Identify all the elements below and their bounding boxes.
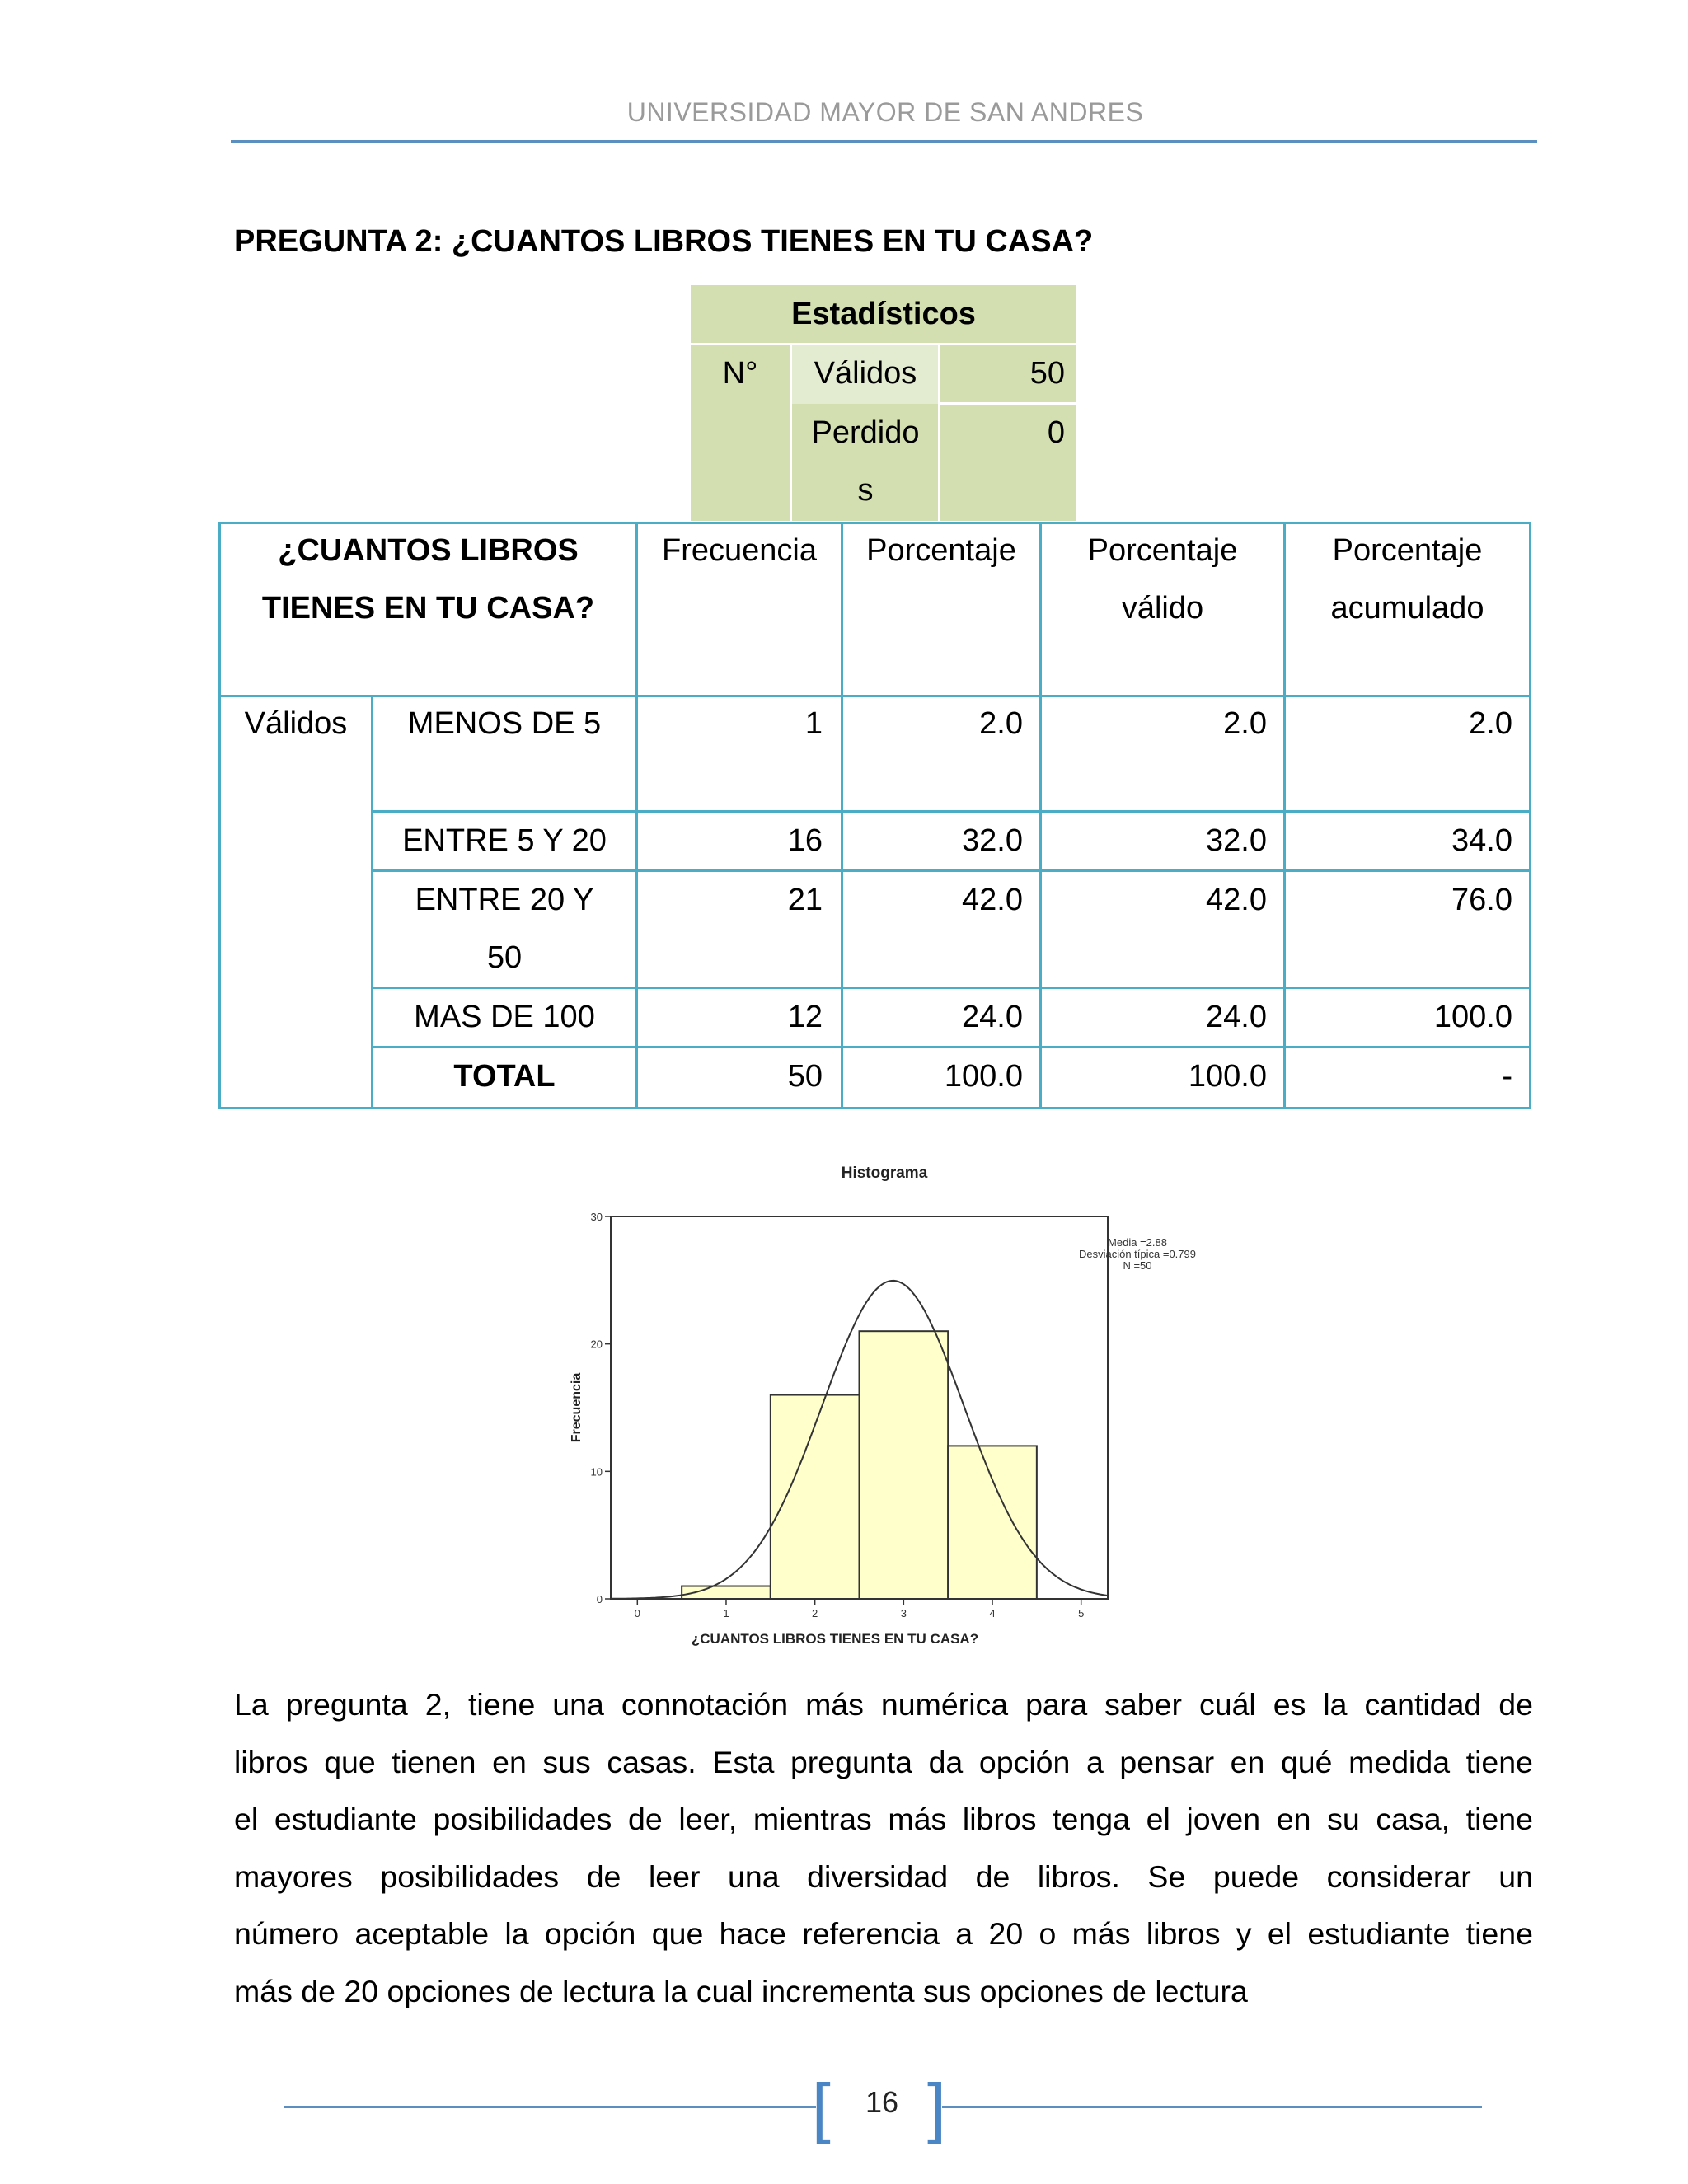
total-cumulative: - (1502, 1059, 1512, 1094)
row-cumulative: 34.0 (1451, 823, 1512, 858)
header-rule (231, 140, 1537, 143)
total-label: TOTAL (453, 1059, 556, 1094)
group-label-validos: Válidos (244, 706, 348, 741)
x-tick-label: 1 (723, 1607, 729, 1619)
row-label: MAS DE 100 (414, 1000, 595, 1034)
header-cumulative: Porcentaje (1332, 533, 1483, 568)
row-percent: 32.0 (962, 823, 1023, 858)
paragraph-line: número aceptable la opción que hace referencia a 20 o más libros y el estudiante tiene (234, 1916, 1533, 1951)
row-percent: 24.0 (962, 1000, 1023, 1034)
right-brace-icon: ] (927, 2070, 946, 2145)
table-border (218, 1107, 1531, 1109)
y-tick-label: 0 (596, 1593, 603, 1605)
body-paragraph (234, 1676, 1533, 2020)
footer-rule-right (942, 2106, 1482, 2108)
row-percent: 42.0 (962, 883, 1023, 917)
page-number: 16 (865, 2085, 899, 2119)
row-cumulative: 76.0 (1451, 883, 1512, 917)
legend-n: N =50 (1123, 1259, 1152, 1272)
paragraph-line: La pregunta 2, tiene una connotación más numérica para saber cuál es la cantidad de (234, 1687, 1533, 1722)
footer-rule-left (284, 2106, 816, 2108)
row-valid-percent: 32.0 (1206, 823, 1267, 858)
chart-title: Histograma (841, 1165, 928, 1182)
question-title: PREGUNTA 2: ¿CUANTOS LIBROS TIENES EN TU CASA? (234, 224, 1094, 259)
stats-valid-label: Válidos (814, 356, 917, 391)
y-tick-label: 20 (590, 1338, 603, 1351)
row-frequency: 1 (804, 706, 823, 741)
header-valid-percent: Porcentaje (1087, 533, 1238, 568)
row-label: MENOS DE 5 (407, 706, 602, 741)
row-percent: 2.0 (979, 706, 1023, 741)
paragraph-line: mayores posibilidades de leer una diversidad de libros. Se puede considerar un (234, 1858, 1533, 1894)
left-brace-icon: [ (812, 2070, 831, 2145)
header-frequency: Frecuencia (662, 533, 817, 568)
document-header: UNIVERSIDAD MAYOR DE SAN ANDRES (626, 97, 1144, 127)
paragraph-line: el estudiante posibilidades de leer, mientras más libros tenga el joven en su casa, tiene (234, 1802, 1533, 1836)
x-tick-label: 0 (634, 1607, 640, 1619)
x-axis-label: ¿CUANTOS LIBROS TIENES EN TU CASA? (691, 1631, 979, 1647)
histogram-bar (860, 1331, 949, 1599)
row-frequency: 12 (787, 1000, 823, 1034)
stats-title: Estadísticos (791, 297, 976, 331)
paragraph-line: más de 20 opciones de lectura la cual incrementa sus opciones de lectura (234, 1973, 1248, 2008)
x-tick-label: 4 (989, 1607, 996, 1619)
x-tick-label: 3 (900, 1607, 907, 1619)
row-frequency: 21 (787, 883, 823, 917)
histogram-chart (560, 1154, 1220, 1665)
stats-valid-value: 50 (1029, 356, 1065, 391)
x-tick-label: 2 (812, 1607, 818, 1619)
total-valid-percent: 100.0 (1188, 1059, 1267, 1094)
header-question: ¿CUANTOS LIBROS (278, 533, 579, 568)
frequency-table (218, 522, 1531, 1109)
row-valid-percent: 24.0 (1206, 1000, 1267, 1034)
header-valid-percent-cont: válido (1121, 591, 1204, 626)
row-valid-percent: 42.0 (1206, 883, 1267, 917)
total-percent: 100.0 (944, 1059, 1023, 1094)
header-question-cont: TIENES EN TU CASA? (261, 591, 595, 626)
y-tick-label: 30 (590, 1211, 603, 1223)
table-border (1529, 522, 1531, 1109)
row-label-cont: 50 (486, 940, 523, 975)
y-tick-label: 10 (590, 1465, 603, 1479)
y-axis-label: Frecuencia (570, 1372, 584, 1443)
row-label: ENTRE 5 Y 20 (402, 823, 607, 858)
histogram-bar (948, 1446, 1037, 1599)
stats-missing-label: Perdido (811, 415, 920, 450)
header-percent: Porcentaje (866, 533, 1016, 568)
row-cumulative: 2.0 (1469, 706, 1512, 741)
row-valid-percent: 2.0 (1223, 706, 1267, 741)
row-label: ENTRE 20 Y (415, 883, 594, 917)
row-frequency: 16 (787, 823, 823, 858)
stats-missing-value: 0 (1047, 415, 1065, 450)
x-tick-label: 5 (1078, 1607, 1085, 1619)
stats-n-label: N° (722, 356, 758, 391)
statistics-box (691, 285, 1076, 521)
legend-sd: Desviación típica =0.799 (1078, 1248, 1197, 1260)
legend-mean: Media =2.88 (1108, 1236, 1167, 1249)
stats-missing-label-cont: s (857, 473, 874, 508)
paragraph-line: libros que tienen en sus casas. Esta pregunta da opción a pensar en qué medida tiene (234, 1744, 1533, 1779)
header-cumulative-cont: acumulado (1330, 591, 1484, 626)
total-frequency: 50 (787, 1059, 823, 1094)
row-cumulative: 100.0 (1433, 1000, 1512, 1034)
